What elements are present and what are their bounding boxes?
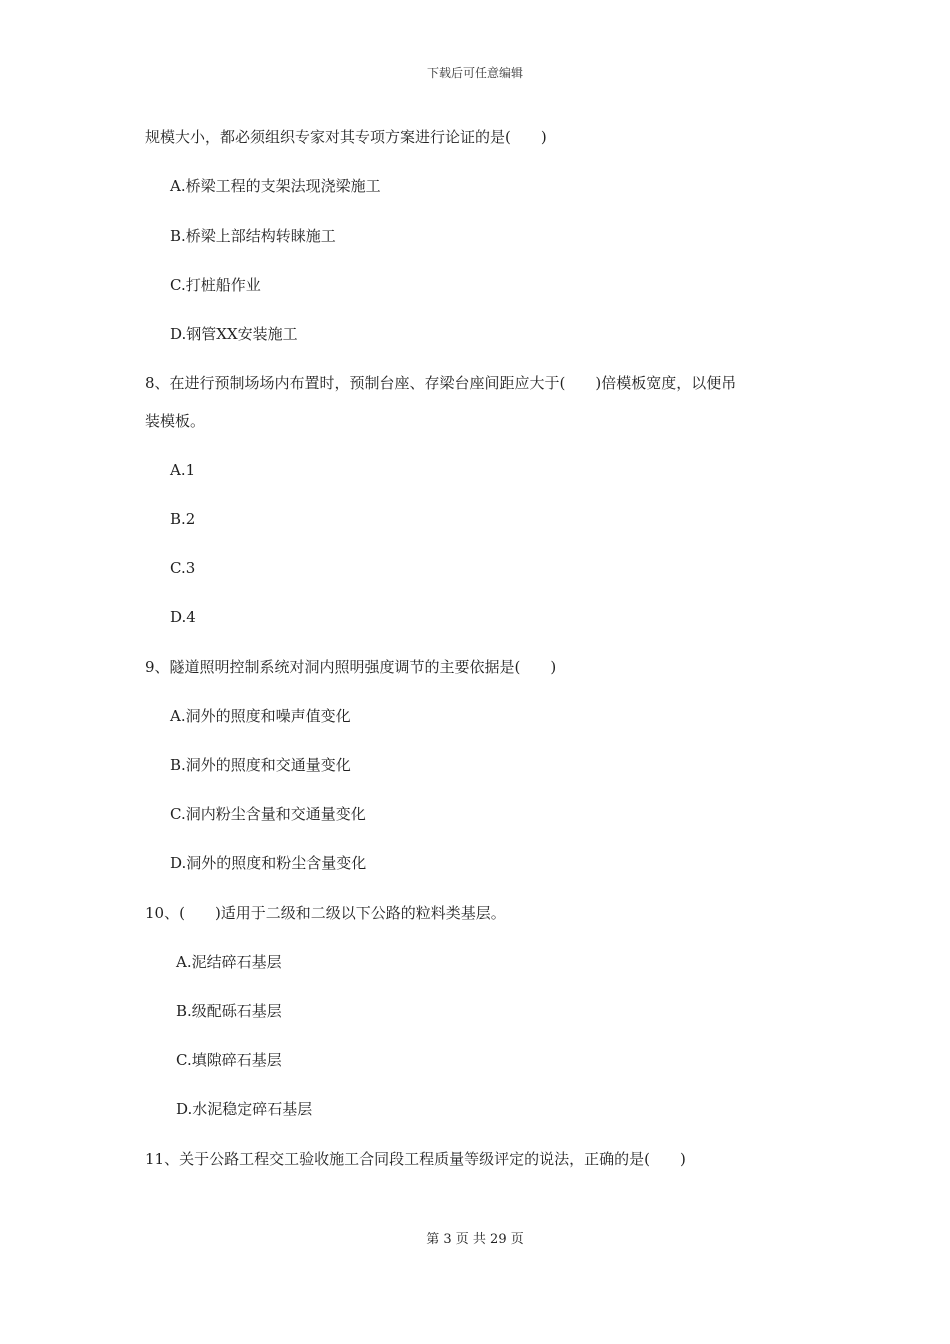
option-c: C.洞内粉尘含量和交通量变化 — [170, 805, 366, 823]
option-b: B.级配砾石基层 — [176, 1002, 282, 1020]
option-a: A.1 — [170, 461, 196, 479]
option-b: B.2 — [170, 510, 196, 528]
option-c: C.3 — [170, 559, 196, 577]
option-c: C.打桩船作业 — [170, 276, 261, 294]
option-a: A.桥梁工程的支架法现浇梁施工 — [170, 177, 381, 195]
option-d: D.4 — [170, 608, 196, 626]
question-9-stem: 9、隧道照明控制系统对洞内照明强度调节的主要依据是( ) — [145, 658, 557, 676]
option-c: C.填隙碎石基层 — [176, 1051, 282, 1069]
option-d: D.水泥稳定碎石基层 — [176, 1100, 313, 1118]
question-7-stem-continued: 规模大小，都必须组织专家对其专项方案进行论证的是( ) — [145, 128, 547, 146]
option-b: B.桥梁上部结构转睐施工 — [170, 227, 336, 245]
question-8-stem-continued: 装模板。 — [145, 412, 206, 430]
option-d: D.洞外的照度和粉尘含量变化 — [170, 854, 367, 872]
option-a: A.泥结碎石基层 — [176, 953, 282, 971]
option-d: D.钢管XX安装施工 — [170, 325, 298, 343]
option-b: B.洞外的照度和交通量变化 — [170, 756, 351, 774]
question-11-stem: 11、关于公路工程交工验收施工合同段工程质量等级评定的说法，正确的是( ) — [145, 1150, 686, 1168]
page-number-footer: 第 3 页 共 29 页 — [426, 1232, 524, 1247]
question-8-stem: 8、在进行预制场场内布置时，预制台座、存梁台座间距应大于( )倍模板宽度，以便吊 — [145, 374, 737, 392]
option-a: A.洞外的照度和噪声值变化 — [170, 707, 351, 725]
page-header: 下载后可任意编辑 — [426, 66, 523, 80]
question-10-stem: 10、( )适用于二级和二级以下公路的粒料类基层。 — [145, 904, 506, 922]
